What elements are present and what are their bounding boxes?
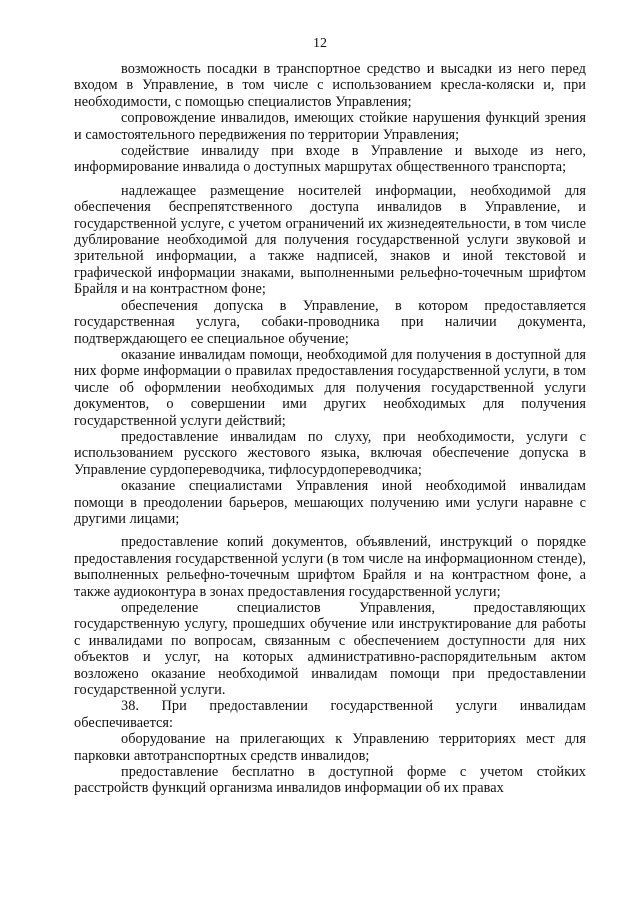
paragraph-sign-language: предоставление инвалидам по слуху, при необходимости, услуги с использованием русского жестового языка, включая обеспечение допуска в Управление сурдопереводчика, тифлосурдопереводчика; <box>74 428 586 478</box>
paragraph-guide-dog: обеспечения допуска в Управление, в котором предоставляется государственная услуга, собаки-проводника при наличии документа, подтверждающего ее специальное обучение; <box>74 297 586 347</box>
paragraph-parking: оборудование на прилегающих к Управлению территориях мест для парковки автотранспортных средств инвалидов; <box>74 731 586 764</box>
paragraph-barrier-help: оказание специалистами Управления иной необходимой инвалидам помощи в преодолении барьеров, мешающих получению ими услуги наравне с другими лицами; <box>74 478 586 527</box>
paragraph-braille-copies: предоставление копий документов, объявлений, инструкций о порядке предоставления государственной услуги (в том числе на информационном стенде), выполненных рельефно-точечным шрифтом Брайля и на контрастном фоне, а также аудиоконтура в зонах предоставления государственной услуги; <box>74 534 586 600</box>
paragraph-entry-assistance: содействие инвалиду при входе в Управление и выходе из него, информирование инвалида о доступных маршрутах общественного транспорта; <box>74 143 586 176</box>
paragraph-staff-training: определение специалистов Управления, предоставляющих государственную услугу, прошедших обучение или инструктирование для работы с инвалидами по вопросам, связанным с обеспечением доступности для них объектов и услуг, на которых административно-распорядительным актом возложено оказание необходимой инвалидам помощи при предоставлении государственной услуги. <box>74 600 586 699</box>
paragraph-help-information: оказание инвалидам помощи, необходимой для получения в доступной для них форме информации о правилах предоставления государственной услуги, в том числе об оформлении необходимых для получения государственной услуги документов, о совершении ими других необходимых для получения государственной услуги действий; <box>74 346 586 429</box>
document-body <box>74 61 586 797</box>
paragraph-boarding-assistance: возможность посадки в транспортное средство и высадки из него перед входом в Управление, в том числе с использованием кресла-коляски и, при необходимости, с помощью специалистов Управления; <box>74 61 586 110</box>
paragraph-information-placement: надлежащее размещение носителей информации, необходимой для обеспечения беспрепятственного доступа инвалидов в Управление, и государственной услуге, с учетом ограничений их жизнедеятельности, в том числе дублирование необходимой для получения государственной услуги звуковой и зрительной информации, а также надписей, знаков и иной текстовой и графической информации знаками, выполненными рельефно-точечным шрифтом Брайля и на контрастном фоне; <box>74 182 586 298</box>
paragraph-escort: сопровождение инвалидов, имеющих стойкие нарушения функций зрения и самостоятельного передвижения по территории Управления; <box>74 110 586 143</box>
page-number: 12 <box>313 36 327 51</box>
paragraph-free-information: предоставление бесплатно в доступной форме с учетом стойких расстройств функций организма инвалидов информации об их правах <box>74 764 586 797</box>
paragraph-section-38: 38. При предоставлении государственной услуги инвалидам обеспечивается: <box>74 698 586 731</box>
